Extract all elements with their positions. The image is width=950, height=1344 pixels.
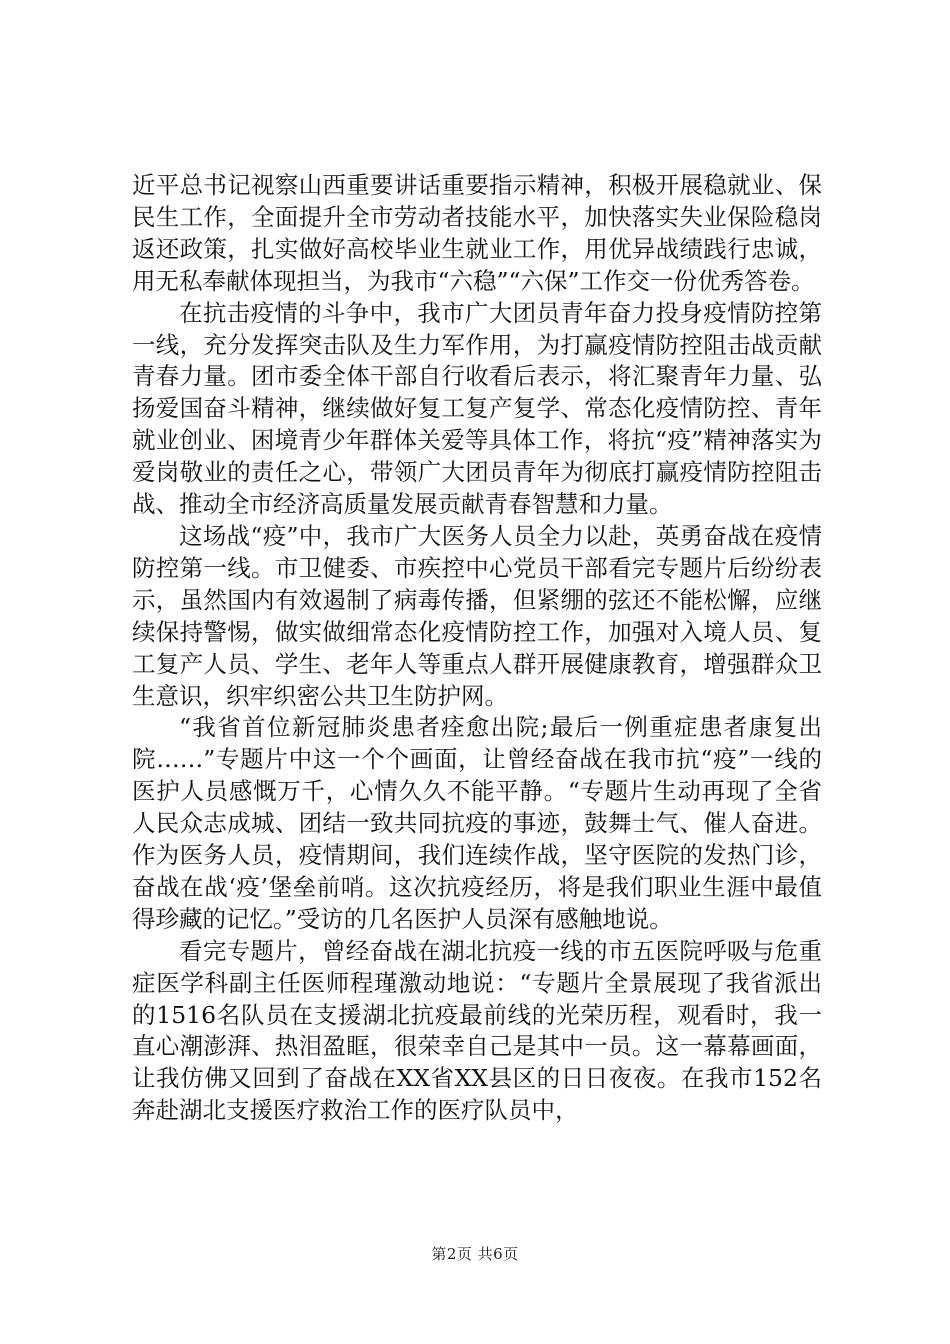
paragraph-3: 这场战“疫”中，我市广大医务人员全力以赴，英勇奋战在疫情防控第一线。市卫健委、市疾控中心党员干部看完专题片后纷纷表示，虽然国内有效遏制了病毒传播，但紧绷的弦还不能松懈，应继续保持警惕，做实做细常态化疫情防控工作，加强对入境人员、复工复产人员、学生、老年人等重点人群开展健康教育，增强群众卫生意识，织牢织密公共卫生防护网。: [132, 521, 822, 710]
paragraph-2: 在抗击疫情的斗争中，我市广大团员青年奋力投身疫情防控第一线，充分发挥突击队及生力军作用，为打赢疫情防控阻击战贡献青春力量。团市委全体干部自行收看后表示，将汇聚青年力量、弘扬爱国奋斗精神，继续做好复工复产复学、常态化疫情防控、青年就业创业、困境青少年群体关爱等具体工作，将抗“疫”精神落实为爱岗敬业的责任之心，带领广大团员青年为彻底打赢疫情防控阻击战、推动全市经济高质量发展贡献青春智慧和力量。: [132, 298, 822, 519]
page-footer: 第2页 共6页: [431, 1245, 519, 1263]
paragraph-5: 看完专题片，曾经奋战在湖北抗疫一线的市五医院呼吸与危重症医学科副主任医师程瑾激动地说：“专题片全景展现了我省派出的1516名队员在支援湖北抗疫最前线的光荣历程，观看时，我一直心潮澎湃、热泪盈眶，很荣幸自己是其中一员。这一幕幕画面，让我仿佛又回到了奋战在XX省XX县区的日日夜夜。在我市152名奔赴湖北支援医疗救治工作的医疗队员中，: [132, 936, 822, 1125]
document-body: [132, 170, 822, 1127]
paragraph-1: 近平总书记视察山西重要讲话重要指示精神，积极开展稳就业、保民生工作，全面提升全市劳动者技能水平，加快落实失业保险稳岗返还政策，扎实做好高校毕业生就业工作，用优异战绩践行忠诚，用无私奉献体现担当，为我市“六稳”“六保”工作交一份优秀答卷。: [132, 171, 822, 295]
paragraph-4: “我省首位新冠肺炎患者痊愈出院;最后一例重症患者康复出院……”专题片中这一个个画面，让曾经奋战在我市抗“疫”一线的医护人员感慨万千，心情久久不能平静。“专题片生动再现了全省人民众志成城、团结一致共同抗疫的事迹，鼓舞士气、催人奋进。作为医务人员，疫情期间，我们连续作战，坚守医院的发热门诊，奋战在战‘疫’堡垒前哨。这次抗疫经历，将是我们职业生涯中最值得珍藏的记忆。”受访的几名医护人员深有感触地说。: [132, 713, 822, 933]
